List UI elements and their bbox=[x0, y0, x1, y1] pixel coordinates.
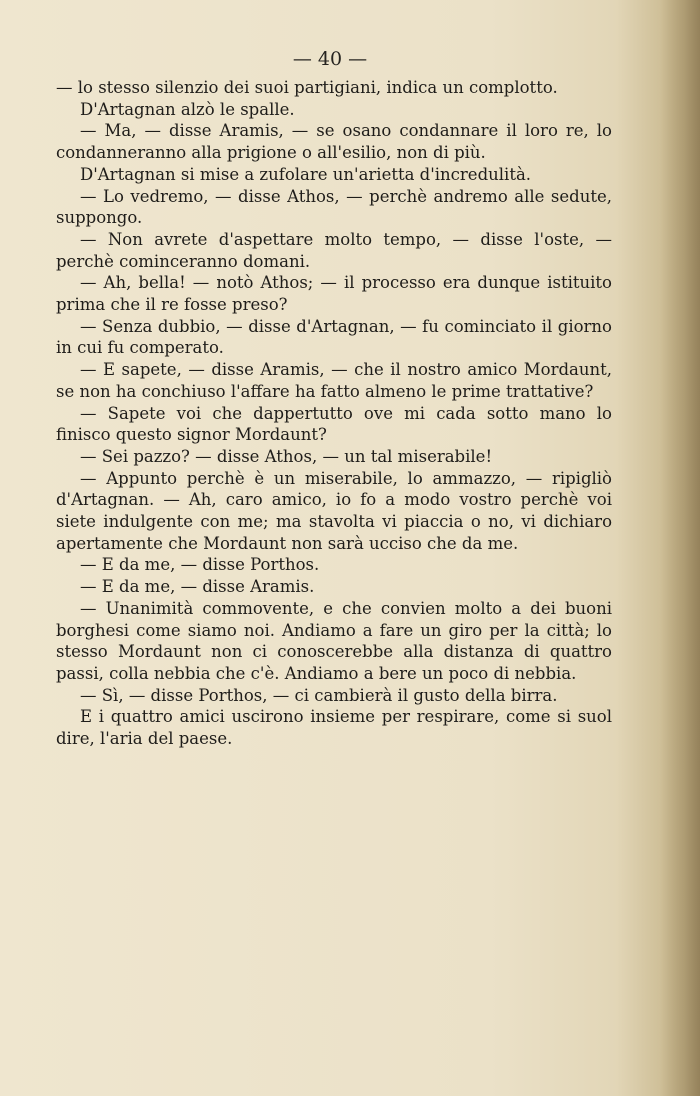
paragraph: — Sì, — disse Porthos, — ci cambierà il gusto della birra. bbox=[80, 685, 558, 705]
paragraph: — Ma, — disse Aramis, — se osano condannare il loro re, lo condanneranno alla prigione o all'esilio, non di più. bbox=[56, 121, 612, 163]
page-number: — 40 — bbox=[292, 48, 368, 70]
paragraph: — lo stesso silenzio dei suoi partigiani, indica un complotto. bbox=[56, 78, 558, 97]
paragraph: — Non avrete d'aspettare molto tempo, — disse l'oste, — perchè cominceranno domani. bbox=[56, 229, 612, 271]
paragraph: — Unanimità commovente, e che convien molto a dei buoni borghesi come siamo noi. Andiamo a fare un giro per la città; lo stesso Mordaunt non ci conoscerebbe alla distanza di quattro passi, colla nebbia che c'è. Andiamo a bere un poco di nebbia. bbox=[56, 598, 612, 683]
paragraph: — Lo vedremo, — disse Athos, — perchè andremo alle sedute, suppongo. bbox=[56, 186, 612, 228]
paragraph: — Appunto perchè è un miserabile, lo ammazzo, — ripigliò d'Artagnan. — Ah, caro amico, io fo a modo vostro perchè voi siete indulgente con me; ma stavolta vi piaccia o no, vi dichiaro apertamente che Mordaunt non sarà ucciso che da me. bbox=[56, 468, 612, 553]
paragraph: — Sei pazzo? — disse Athos, — un tal miserabile! bbox=[80, 446, 493, 466]
paragraph: — Senza dubbio, — disse d'Artagnan, — fu cominciato il giorno in cui fu comperato. bbox=[56, 316, 612, 358]
paragraph: E i quattro amici uscirono insieme per respirare, come si suol dire, l'aria del paese. bbox=[56, 707, 612, 749]
paragraph: — E sapete, — disse Aramis, — che il nostro amico Mordaunt, se non ha conchiuso l'affare ha fatto almeno le prime trattative? bbox=[56, 360, 612, 401]
paragraph: D'Artagnan si mise a zufolare un'arietta d'incredulità. bbox=[80, 164, 532, 184]
paragraph: — E da me, — disse Aramis. bbox=[80, 577, 315, 597]
paragraph: — E da me, — disse Porthos. bbox=[80, 555, 320, 575]
paragraph: — Ah, bella! — notò Athos; — il processo era dunque istituito prima che il re fosse preso? bbox=[56, 273, 612, 315]
paragraph: — Sapete voi che dappertutto ove mi cada sotto mano lo finisco questo signor Mordaunt? bbox=[56, 403, 612, 445]
body-text bbox=[56, 77, 612, 750]
paragraph: D'Artagnan alzò le spalle. bbox=[80, 99, 295, 119]
